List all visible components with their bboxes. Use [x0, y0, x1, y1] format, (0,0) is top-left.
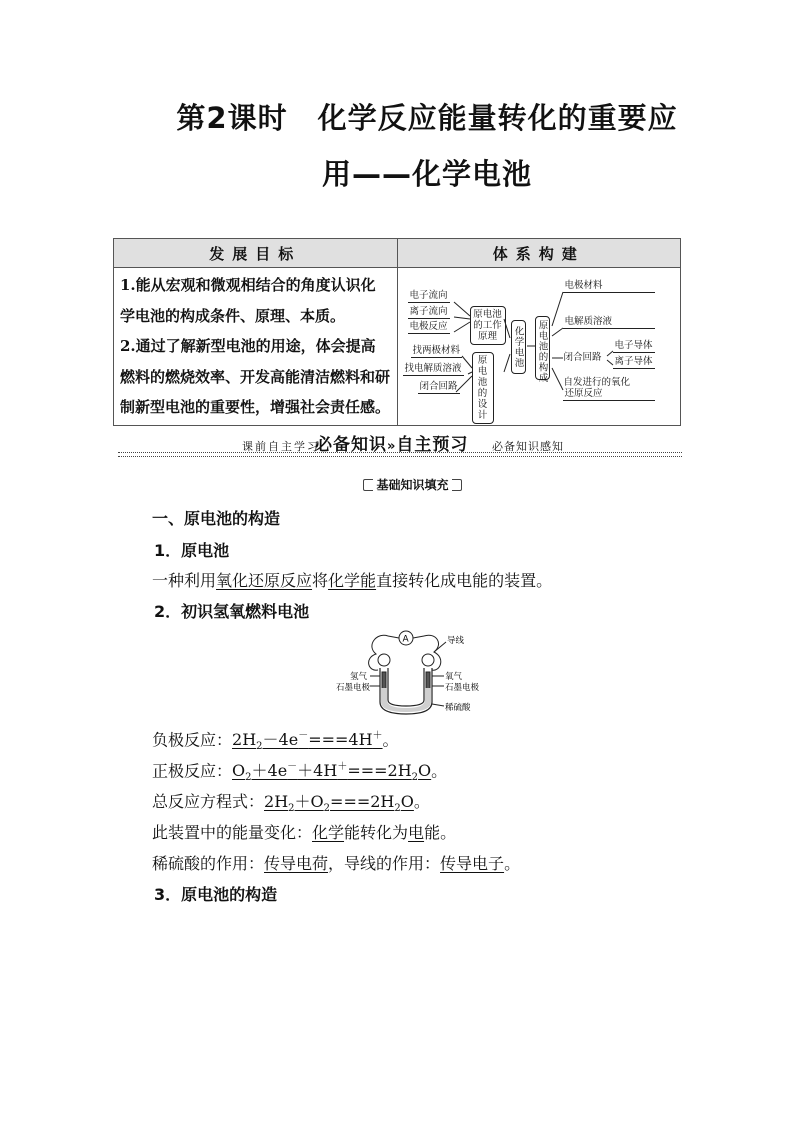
- mm-line: [552, 368, 563, 390]
- mm-line: [552, 292, 563, 326]
- mm-redox-line2: 还原反应: [563, 388, 655, 401]
- wire-right: [424, 635, 441, 670]
- total-reaction: 总反应方程式：$2H_2+O_2===2H_2O$。: [152, 792, 430, 815]
- mm-electron-flow: 电子流向: [409, 290, 448, 301]
- hydrogen-bulb: [378, 654, 390, 666]
- banner-right: 必备知识感知: [492, 440, 564, 453]
- label-line: [432, 704, 444, 706]
- negative-reaction: 负极反应：$2H_2-4e^-===4H^+$。: [152, 730, 399, 753]
- wire-segment: [388, 636, 399, 638]
- banner-arrow-icon: »: [387, 439, 397, 454]
- electrode-right-label: 石墨电极: [445, 683, 480, 693]
- banner-main-2: 自主预习: [396, 435, 469, 455]
- page-title-line1: 第2课时 化学反应能量转化的重要应: [176, 101, 678, 135]
- mm-electrolyte-solution: 电解质溶液: [563, 316, 655, 329]
- mm-electrode-reaction: 电极反应: [409, 321, 448, 332]
- mm-closed-circuit-right: 闭合回路: [563, 352, 602, 363]
- goals-cell: [114, 268, 398, 426]
- mm-find-electrolyte: 找电解质溶液: [404, 363, 462, 374]
- ammeter-label: A: [402, 634, 409, 645]
- goals-header: 发展目标: [114, 239, 398, 268]
- mm-line: [504, 354, 510, 372]
- mm-find-electrode: 找两极材料: [412, 345, 461, 356]
- fuel-cell-diagram: [336, 628, 496, 718]
- electrode-right: [426, 672, 430, 690]
- mm-line: [454, 302, 470, 316]
- subheading-1: 1．原电池: [154, 541, 230, 560]
- mm-electronic-conductor: 电子导体: [614, 340, 653, 351]
- mm-composition: 原电池的构成: [535, 316, 550, 380]
- wire-segment: [413, 636, 424, 638]
- section-label: [355, 475, 470, 495]
- acid-role: 稀硫酸的作用：传导电荷，导线的作用：传导电子。: [152, 854, 521, 873]
- mm-line: [552, 328, 563, 336]
- label-line: [434, 642, 446, 652]
- goal-1: 1.能从宏观和微观相结合的角度认识化学电池的构成条件、原理、本质。: [120, 276, 376, 325]
- page-title-line2: 用——化学电池: [321, 157, 532, 191]
- section-label-text: 基础知识填充: [373, 478, 451, 492]
- acid-label: 稀硫酸: [445, 703, 471, 713]
- oxygen-bulb: [422, 654, 434, 666]
- structure-header: 体系构建: [397, 239, 681, 268]
- mm-ionic-conductor: 离子导体: [614, 356, 653, 367]
- mm-electrode-material: 电极材料: [563, 280, 655, 293]
- subheading-2: 2．初识氢氧燃料电池: [154, 602, 310, 621]
- banner-left: 课前自主学习: [242, 440, 320, 453]
- mindmap-cell: [397, 268, 681, 426]
- wire-label: 导线: [447, 636, 465, 646]
- mm-chemical-battery: 化学电池: [511, 320, 526, 374]
- section-heading-1: 一、原电池的构造: [152, 509, 281, 528]
- banner-divider-bottom: [118, 456, 682, 457]
- mm-line: [454, 322, 470, 332]
- mm-ion-flow: 离子流向: [409, 306, 448, 317]
- energy-change: 此装置中的能量变化：化学能转化为电能。: [152, 823, 457, 842]
- u-tube-inner: [388, 668, 424, 706]
- wire-left: [369, 635, 388, 670]
- subheading-3: 3．原电池的构造: [154, 885, 278, 904]
- positive-reaction: 正极反应：$O_2+4e^-+4H^+===2H_2O$。: [152, 761, 448, 784]
- definition-line: 一种利用氧化还原反应将化学能直接转化成电能的装置。: [152, 571, 553, 590]
- mm-line: [468, 372, 472, 374]
- mm-line: [454, 317, 470, 319]
- electrode-left: [382, 672, 386, 690]
- oxygen-label: 氧气: [445, 672, 463, 682]
- banner-divider-top: [118, 452, 682, 453]
- goal-2: 2.通过了解新型电池的用途，体会提高燃料的燃烧效率、开发高能清洁燃料和研制新型电池的重要性，增强社会责任感。: [120, 337, 391, 416]
- mm-working-principle: 原电池的工作原理: [470, 306, 506, 345]
- mm-design: 原电池的设计: [472, 352, 494, 424]
- hydrogen-label: 氢气: [350, 672, 368, 682]
- mm-closed-circuit-left: 闭合回路: [419, 381, 458, 392]
- electrode-left-label: 石墨电极: [336, 683, 371, 693]
- goals-table: [113, 238, 681, 426]
- mm-redox-line1: 自发进行的氧化: [563, 377, 631, 388]
- banner-main-1: 必备知识: [315, 435, 387, 455]
